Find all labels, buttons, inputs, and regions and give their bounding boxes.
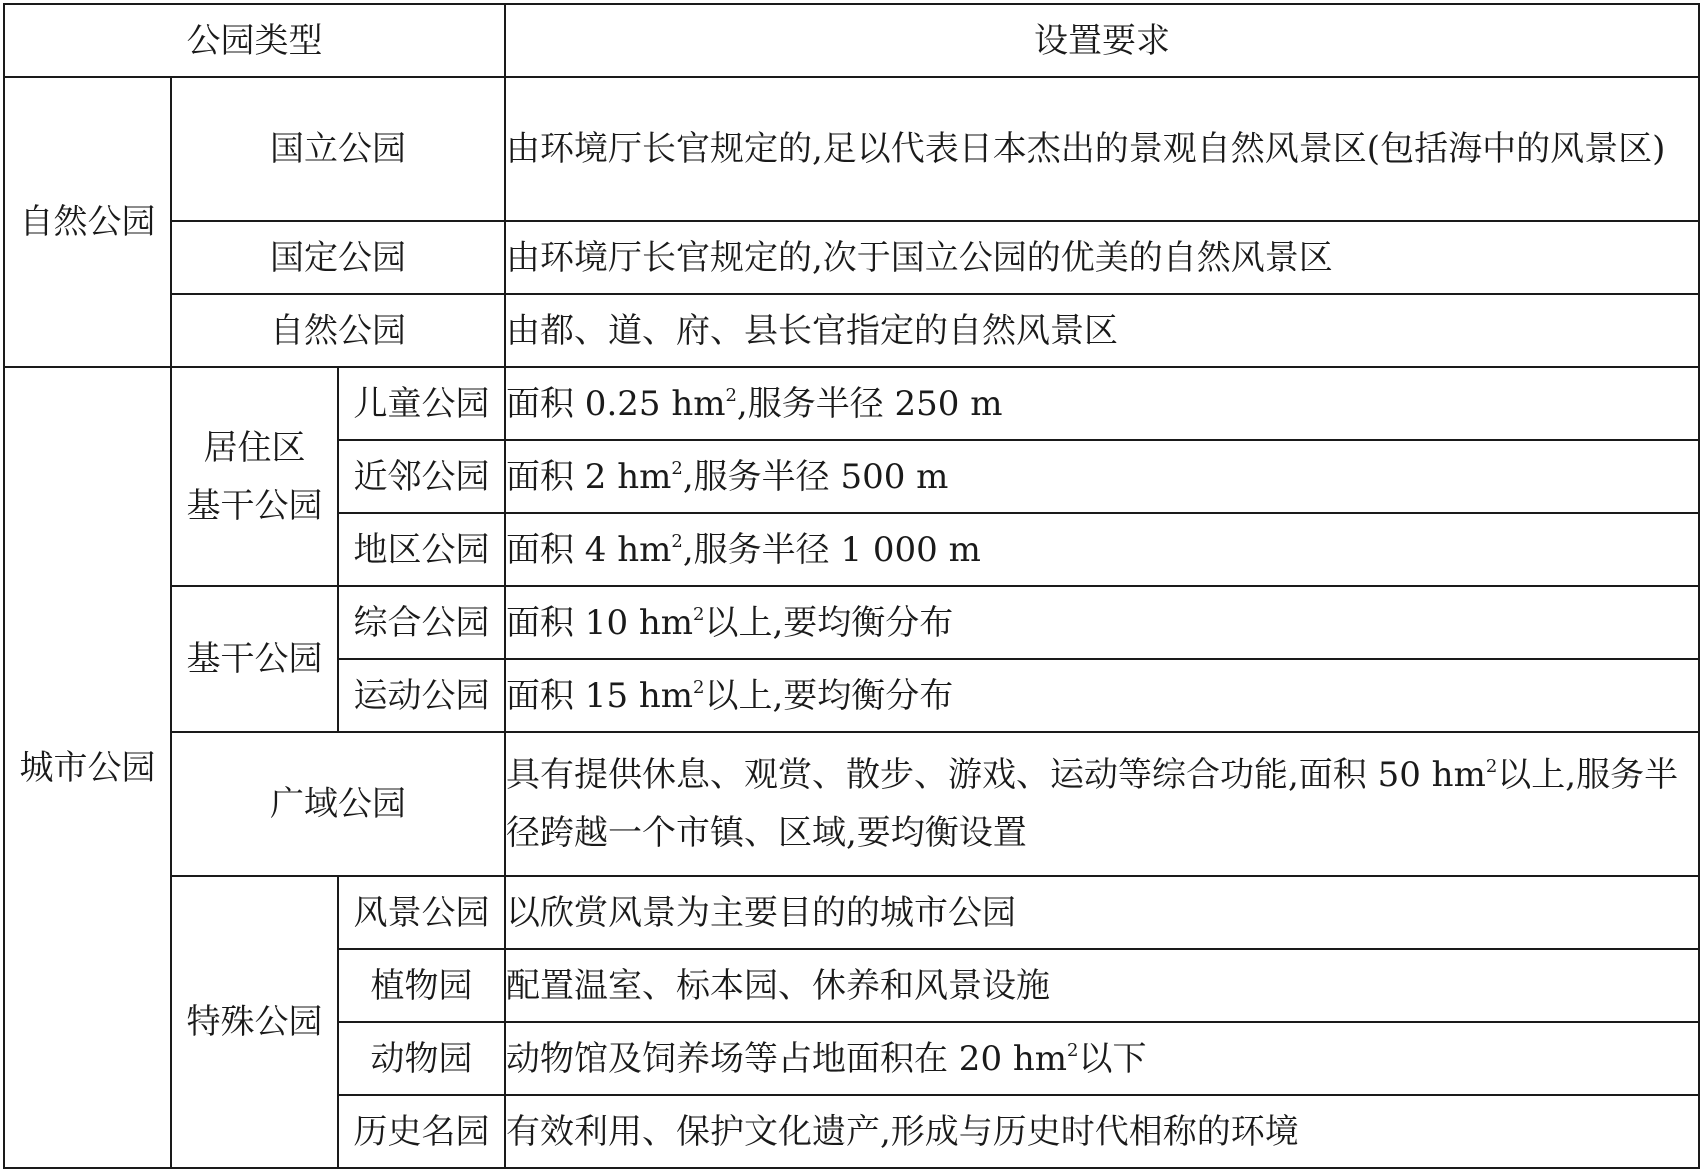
park-name: 儿童公园 [338,367,505,440]
table-row [4,294,1699,367]
requirement: 面积 2 $hm^2$,服务半径 500 m [505,440,1699,513]
header-requirement: 设置要求 [505,4,1699,77]
requirement: 以欣赏风景为主要目的的城市公园 [505,876,1699,949]
table-row [4,367,1699,440]
subgroup-special-park: 特殊公园 [171,876,338,1168]
requirement: 面积 10 $hm^2$以上,要均衡分布 [505,586,1699,659]
subgroup-base-park: 基干公园 [171,586,338,732]
table-row [4,77,1699,221]
park-name: 综合公园 [338,586,505,659]
table-row [4,586,1699,659]
requirement: 由环境厅长官规定的,足以代表日本杰出的景观自然风景区(包括海中的风景区) [505,77,1699,221]
requirement: 面积 4 $hm^2$,服务半径 1 000 m [505,513,1699,586]
header-park-type: 公园类型 [4,4,505,77]
park-name: 风景公园 [338,876,505,949]
requirement: 由环境厅长官规定的,次于国立公园的优美的自然风景区 [505,221,1699,294]
requirement: 面积 0.25 $hm^2$,服务半径 250 m [505,367,1699,440]
subgroup-residential-base-park: 居住区 基干公园 [171,367,338,586]
park-name: 自然公园 [171,294,505,367]
park-name: 近邻公园 [338,440,505,513]
requirement: 有效利用、保护文化遗产,形成与历史时代相称的环境 [505,1095,1699,1168]
header-row [4,4,1699,77]
park-name: 国定公园 [171,221,505,294]
park-type-table [3,3,1700,1169]
park-name: 广域公园 [171,732,505,876]
park-name: 地区公园 [338,513,505,586]
requirement: 动物馆及饲养场等占地面积在 20 $hm^2$以下 [505,1022,1699,1095]
table-row [4,732,1699,876]
park-name: 动物园 [338,1022,505,1095]
park-name: 国立公园 [171,77,505,221]
park-name: 植物园 [338,949,505,1022]
requirement: 具有提供休息、观赏、散步、游戏、运动等综合功能,面积 50 $hm^2$以上,服务半径跨越一个市镇、区域,要均衡设置 [505,732,1699,876]
park-name: 历史名园 [338,1095,505,1168]
park-name: 运动公园 [338,659,505,732]
requirement: 配置温室、标本园、休养和风景设施 [505,949,1699,1022]
requirement: 由都、道、府、县长官指定的自然风景区 [505,294,1699,367]
group-city-park: 城市公园 [4,367,171,1168]
requirement: 面积 15 $hm^2$以上,要均衡分布 [505,659,1699,732]
group-natural-park: 自然公园 [4,77,171,367]
table-row [4,876,1699,949]
table-row [4,221,1699,294]
